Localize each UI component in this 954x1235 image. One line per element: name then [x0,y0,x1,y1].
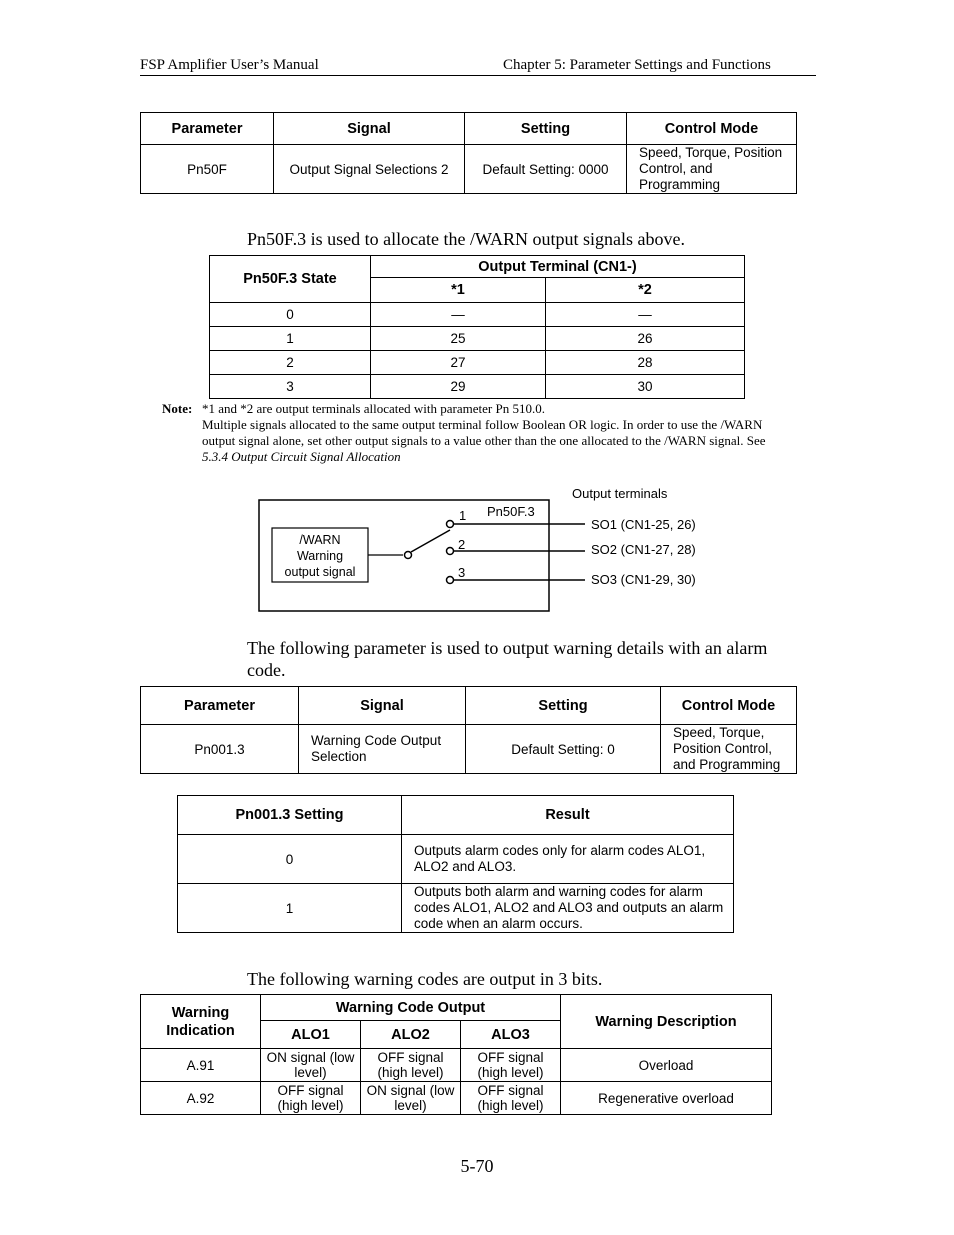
terminal-label-so3: SO3 (CN1-29, 30) [591,572,696,587]
switch-label: Pn50F.3 [487,504,535,519]
page-number: 5-70 [460,1156,494,1176]
column-header: Control Mode [661,687,797,725]
column-header: Setting [465,113,627,145]
table-cell: Outputs alarm codes only for alarm codes ALO1, ALO2 and ALO3. [402,835,734,884]
column-header: *1 [371,278,546,303]
switch-contact-2 [447,548,454,555]
column-header: ALO3 [461,1021,561,1049]
column-header: Control Mode [627,113,797,145]
header-manual-title: FSP Amplifier User’s Manual [140,57,319,73]
table-cell: 2 [210,351,371,375]
column-header: Pn001.3 Setting [178,796,402,835]
paragraph-line: code. [247,660,286,680]
position-label: 3 [458,565,466,580]
terminal-label-so1: SO1 (CN1-25, 26) [591,517,696,532]
table-cell: — [371,303,546,327]
column-header: ALO1 [261,1021,361,1049]
parameter-table-pn0013 [140,686,797,774]
note-label: Note: [162,401,193,416]
table-cell: A.91 [141,1049,261,1082]
signal-label-line: /WARN [299,533,341,547]
table-cell: Warning Code Output Selection [299,725,466,774]
table-cell: 26 [546,327,745,351]
table-cell: — [546,303,745,327]
table-cell: ON signal (low level) [361,1082,461,1115]
header-chapter-title: Chapter 5: Parameter Settings and Functions [503,57,771,73]
column-header: *2 [546,278,745,303]
note-line: *1 and *2 are output terminals allocated with parameter Pn 510.0. [202,401,545,416]
warn-signal-label [272,532,368,580]
terminal-label-so2: SO2 (CN1-27, 28) [591,542,696,557]
table-cell: 1 [178,884,402,933]
table-cell: OFF signal (high level) [361,1049,461,1082]
column-header: Warning Indication [141,995,261,1049]
column-header: Pn50F.3 State [210,256,371,303]
table-cell: Default Setting: 0 [466,725,661,774]
paragraph-warning-details [247,637,807,681]
paragraph-line: The following parameter is used to output warning details with an alarm [247,638,768,658]
position-label: 2 [458,537,466,552]
diagram-title: Output terminals [572,486,668,501]
table-cell: Output Signal Selections 2 [274,145,465,194]
table-cell: A.92 [141,1082,261,1115]
column-header: Output Terminal (CN1-) [371,256,745,278]
column-header: Signal [299,687,466,725]
table-cell: 30 [546,375,745,399]
note-line: Multiple signals allocated to the same output terminal follow Boolean OR logic. In order to use the /WARN [202,417,763,432]
table-cell: 28 [546,351,745,375]
column-header: Signal [274,113,465,145]
table-cell: OFF signal (high level) [461,1082,561,1115]
pn0013-setting-table [177,795,734,933]
table-cell: OFF signal (high level) [261,1082,361,1115]
switch-arm [411,530,450,552]
table-cell: 0 [178,835,402,884]
note-line: 5.3.4 Output Circuit Signal Allocation [202,449,401,464]
column-header: ALO2 [361,1021,461,1049]
table-cell: Pn001.3 [141,725,299,774]
switch-contact-1 [447,521,454,528]
position-label: 1 [459,508,467,523]
column-header: Warning Code Output [261,995,561,1021]
column-header: Parameter [141,687,299,725]
switch-pivot [405,552,412,559]
warning-code-table [140,994,772,1115]
table-cell: Speed, Torque, Position Control, and Programming [661,725,797,774]
table-cell: Pn50F [141,145,274,194]
column-header: Warning Description [561,995,772,1049]
signal-label-line: Warning [296,549,344,563]
signal-label-line: output signal [284,565,356,579]
paragraph-pn50f3: Pn50F.3 is used to allocate the /WARN output signals above. [247,229,686,249]
table-cell: Regenerative overload [561,1082,772,1115]
column-header: Setting [466,687,661,725]
column-header: Result [402,796,734,835]
table-cell: 1 [210,327,371,351]
table-cell: Overload [561,1049,772,1082]
column-header: Parameter [141,113,274,145]
table-cell: Speed, Torque, Position Control, and Programming [627,145,797,194]
table-cell: OFF signal (high level) [461,1049,561,1082]
note-line: output signal alone, set other output signals to a value other than the one allocated to the /WARN signal. See [202,433,766,448]
table-cell: Default Setting: 0000 [465,145,627,194]
table-cell: 29 [371,375,546,399]
table-cell: 27 [371,351,546,375]
paragraph-warning-codes: The following warning codes are output in 3 bits. [247,969,603,989]
switch-contact-3 [447,577,454,584]
table-cell: ON signal (low level) [261,1049,361,1082]
table-cell: Outputs both alarm and warning codes for alarm codes ALO1, ALO2 and ALO3 and outputs an alarm code when an alarm occurs. [402,884,734,933]
table-cell: 3 [210,375,371,399]
table-cell: 0 [210,303,371,327]
table-cell: 25 [371,327,546,351]
